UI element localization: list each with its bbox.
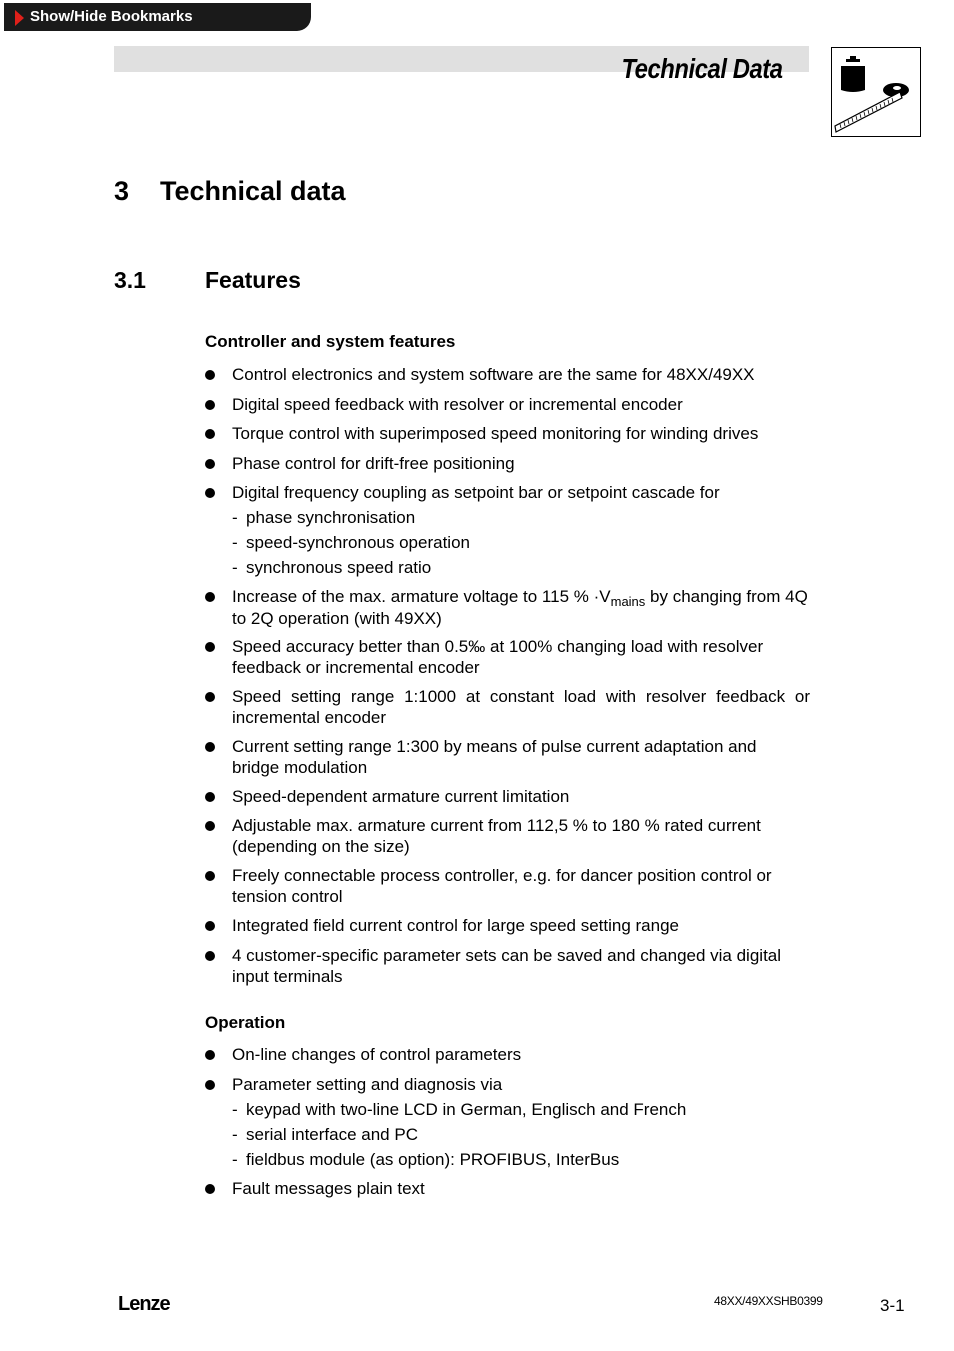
list-item: Integrated field current control for large speed setting range bbox=[232, 916, 679, 935]
bullet-icon bbox=[205, 488, 215, 498]
bullet-icon bbox=[205, 400, 215, 410]
sub-list-item: - fieldbus module (as option): PROFIBUS, InterBus bbox=[232, 1150, 620, 1169]
bullet-icon bbox=[205, 1184, 215, 1194]
lenze-logo: Lenze bbox=[118, 1293, 170, 1315]
bullet-icon bbox=[205, 692, 215, 702]
section-number: 3.1 bbox=[114, 267, 146, 293]
bullet-icon bbox=[205, 592, 215, 602]
bullet-icon bbox=[205, 921, 215, 931]
bullet-icon bbox=[205, 742, 215, 752]
sub-list-item: - phase synchronisation bbox=[232, 508, 416, 527]
bullet-icon bbox=[205, 792, 215, 802]
list-item: Speed accuracy better than 0.5‰ at 100% changing load with resolver feedback or incremental encoder bbox=[232, 637, 764, 677]
list-item: Phase control for drift-free positioning bbox=[232, 454, 515, 473]
bullet-icon bbox=[205, 1050, 215, 1060]
list-item: Torque control with superimposed speed monitoring for winding drives bbox=[232, 424, 759, 443]
bullet-icon bbox=[205, 1080, 215, 1090]
list-item: Adjustable max. armature current from 112,5 % to 180 % rated current (depending on the size) bbox=[232, 816, 761, 856]
list-item: Current setting range 1:300 by means of pulse current adaptation and bridge modulation bbox=[232, 737, 757, 777]
section-title: Features bbox=[205, 267, 301, 293]
list-item: Digital frequency coupling as setpoint bar or setpoint cascade for bbox=[232, 483, 720, 502]
controller-features-heading: Controller and system features bbox=[205, 332, 456, 351]
chapter-title: Technical data bbox=[160, 176, 346, 206]
bullet-icon bbox=[205, 429, 215, 439]
chapter-heading bbox=[114, 176, 346, 207]
bullet-icon bbox=[205, 821, 215, 831]
weight-and-measuring-tape-icon bbox=[831, 47, 921, 137]
list-item: Fault messages plain text bbox=[232, 1179, 425, 1198]
list-item-voltage: Increase of the max. armature voltage to 115 % $\cdot V_{mains}$ by changing from 4Q to 2Q operation (with 49XX) bbox=[232, 587, 808, 628]
bullet-icon bbox=[205, 951, 215, 961]
operation-heading: Operation bbox=[205, 1013, 286, 1032]
chapter-number: 3 bbox=[114, 176, 130, 206]
list-item: Control electronics and system software are the same for 48XX/49XX bbox=[232, 365, 755, 384]
sub-list-item: - serial interface and PC bbox=[232, 1125, 418, 1144]
triangle-right-icon bbox=[15, 10, 24, 26]
sub-list-item: - keypad with two-line LCD in German, Englisch and French bbox=[232, 1100, 687, 1119]
page-header-title: Technical Data bbox=[621, 53, 783, 84]
document-code: 48XX/49XXSHB0399 bbox=[714, 1294, 823, 1308]
bullet-icon bbox=[205, 459, 215, 469]
list-item: Speed-dependent armature current limitation bbox=[232, 787, 570, 806]
bookmarks-button-label: Show/Hide Bookmarks bbox=[30, 8, 193, 25]
list-item: Speed setting range 1:1000 at constant load with resolver feedback or incremental encoder bbox=[232, 687, 810, 727]
show-hide-bookmarks-button[interactable] bbox=[4, 3, 311, 31]
page-number: 3-1 bbox=[880, 1296, 905, 1315]
bullet-icon bbox=[205, 370, 215, 380]
bullet-icon bbox=[205, 871, 215, 881]
list-item: Freely connectable process controller, e.g. for dancer position control or tension control bbox=[232, 866, 772, 906]
list-item: 4 customer-specific parameter sets can be saved and changed via digital input terminals bbox=[232, 946, 782, 986]
list-item: On-line changes of control parameters bbox=[232, 1045, 522, 1064]
sub-list-item: - synchronous speed ratio bbox=[232, 558, 432, 577]
sub-list-item: - speed-synchronous operation bbox=[232, 533, 470, 552]
list-item: Digital speed feedback with resolver or incremental encoder bbox=[232, 395, 683, 414]
bullet-icon bbox=[205, 642, 215, 652]
section-heading bbox=[114, 267, 301, 294]
list-item: Parameter setting and diagnosis via bbox=[232, 1075, 503, 1094]
